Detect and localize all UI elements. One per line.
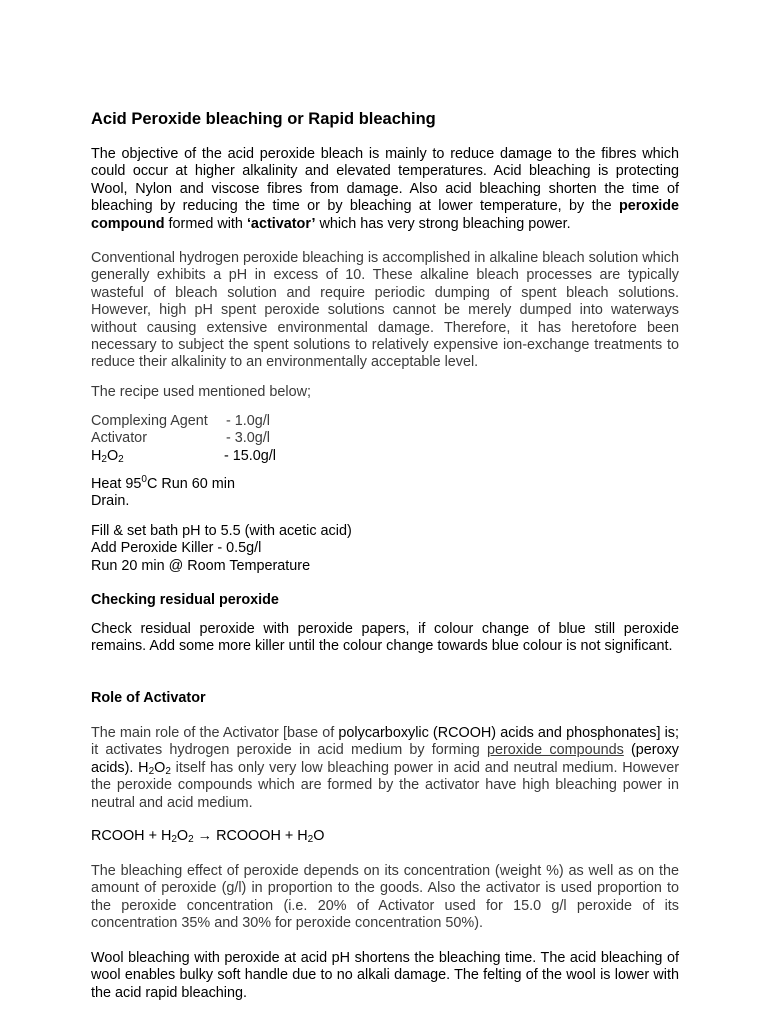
eq-part-4: O (313, 828, 325, 844)
fill-line: Add Peroxide Killer - 0.5g/l (91, 540, 262, 557)
h2o2-sub-a: 2 (101, 453, 107, 465)
heat-degree: 0 (141, 474, 147, 485)
role-text-4: itself has only very low bleaching power in acid and neutral medium. However the peroxide compounds which are formed by the activator have high bleaching power in neutral and acid medium. (91, 759, 680, 811)
intro-paragraph (91, 146, 679, 233)
role-o: O (154, 759, 166, 776)
recipe-intro: The recipe used mentioned below; (91, 384, 311, 400)
intro-bold-peroxide-compound: peroxide compound (91, 198, 679, 232)
checking-paragraph: Check residual peroxide with peroxide papers, if colour change of blue still peroxide remains. Add some more killer until the colour change towards blue colour is not significant. (91, 621, 679, 655)
recipe-value: - 1.0g/l (226, 413, 270, 429)
heat-line (91, 476, 679, 493)
eq-part-3: → RCOOOH + H (193, 828, 308, 844)
eq-part-2: O (176, 828, 189, 844)
role-text-2: it activates hydrogen peroxide in acid medium by forming (91, 742, 480, 759)
chemical-equation (91, 828, 679, 845)
role-heading: Role of Activator (91, 690, 206, 706)
intro-text-1: The objective of the acid peroxide bleach is mainly to reduce damage to the fibres which could occur at higher alkalinity and elevated temperatures. Acid bleaching is protecting Wool, Nylon and viscose fibres from damage. Also acid bleaching shorten the time of bleaching by reducing the time or by bleaching at lower temperature, by the (91, 146, 679, 215)
eq-part-1: RCOOH + H (91, 828, 172, 844)
eq-sub-3: 2 (307, 834, 314, 845)
recipe-name-h2o2 (91, 448, 226, 465)
role-h: H (138, 759, 149, 776)
recipe-row (91, 430, 679, 447)
effect-paragraph: The bleaching effect of peroxide depends on its concentration (weight %) as well as on the amount of peroxide (g/l) in proportion to the goods. Also the activator is used proportion to the peroxide concentration (i.e. 20% of Activator used for 15.0 g/l peroxide of its concentration 35% and 30% for peroxide concentration 50%). (91, 863, 679, 932)
checking-heading: Checking residual peroxide (91, 592, 279, 608)
recipe-value: - 3.0g/l (226, 430, 270, 447)
heat-prefix: Heat 95 (91, 476, 142, 492)
intro-text-2: formed with (168, 215, 243, 232)
recipe-row (91, 448, 679, 465)
role-text-1: The main role of the Activator [base of (91, 725, 335, 741)
role-paragraph (91, 725, 679, 812)
role-sub-b: 2 (165, 765, 171, 777)
recipe-name: Activator (91, 430, 147, 447)
h2o2-sub-b: 2 (118, 453, 124, 465)
role-text-acids: polycarboxylic (RCOOH) acids and phosphonates] is; (338, 725, 680, 741)
wool-paragraph: Wool bleaching with peroxide at acid pH shortens the bleaching time. The acid bleaching of wool enables bulky soft handle due to no alkali damage. The felting of the wool is lower with the acid rapid bleaching. (91, 950, 679, 1001)
intro-bold-activator: ‘activator’ (246, 215, 316, 232)
recipe-list (91, 413, 679, 465)
eq-sub-2: 2 (188, 834, 194, 845)
fill-line: Run 20 min @ Room Temperature (91, 557, 311, 574)
h2o2-h: H (91, 447, 102, 464)
fill-step (91, 523, 679, 575)
fill-line: Fill & set bath pH to 5.5 (with acetic acid) (91, 523, 352, 539)
heat-step (91, 476, 679, 511)
role-h2o2 (138, 760, 171, 776)
role-sub-a: 2 (148, 765, 155, 777)
heat-suffix: C Run 60 min (146, 476, 235, 492)
conventional-paragraph: Conventional hydrogen peroxide bleaching is accomplished in alkaline bleach solution which generally exhibits a pH in excess of 10. These alkaline bleach processes are typically wasteful of bleach solution and require periodic dumping of spent bleach solutions. However, high pH spent peroxide solutions cannot be merely dumped into waterways without causing extensive environmental damage. Therefore, it has heretofore been necessary to subject the spent solutions to relatively expensive ion-exchange treatments to reduce their alkalinity to an environmentally acceptable level. (91, 250, 679, 371)
h2o2-o: O (106, 447, 119, 464)
page-title: Acid Peroxide bleaching or Rapid bleaching (91, 110, 436, 128)
recipe-name: Complexing Agent (91, 413, 208, 429)
role-underlined-peroxide-compounds: peroxide compounds (486, 742, 624, 759)
recipe-row (91, 413, 679, 430)
eq-sub-1: 2 (171, 834, 177, 845)
drain-line: Drain. (91, 493, 130, 510)
recipe-value: - 15.0g/l (224, 447, 276, 464)
intro-text-3: which has very strong bleaching power. (319, 215, 571, 232)
role-text-3: (peroxy acids). (91, 742, 679, 776)
